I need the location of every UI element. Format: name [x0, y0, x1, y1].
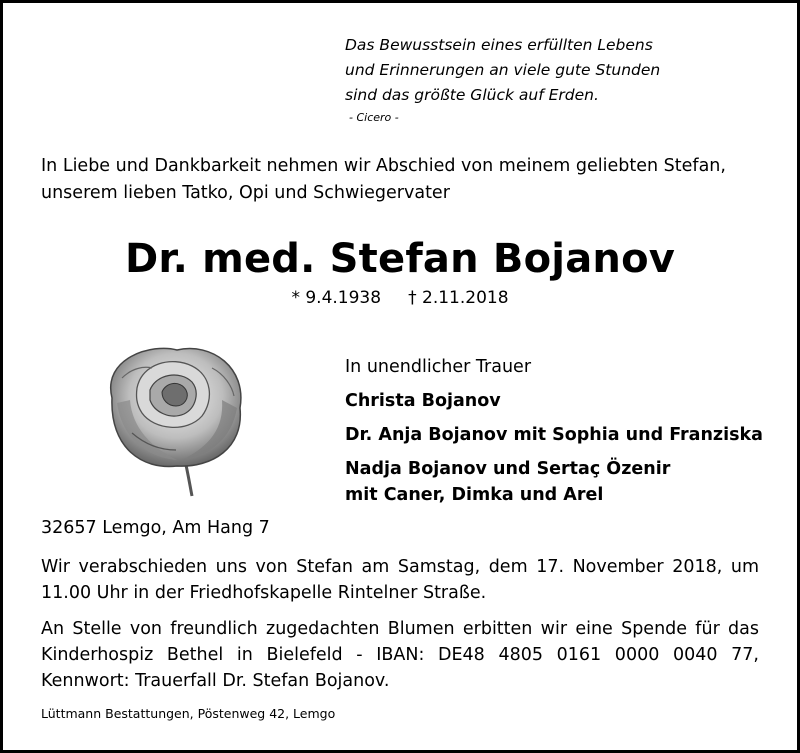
funeral-home: Lüttmann Bestattungen, Pöstenweg 42, Lemgo — [41, 706, 336, 721]
mourner-name: Christa Bojanov — [345, 391, 501, 411]
deceased-name: Dr. med. Stefan Bojanov — [124, 236, 676, 282]
cicero-quote — [345, 33, 745, 128]
death-date: † 2.11.2018 — [408, 288, 509, 308]
donation-line: An Stelle von freundlich zugedachten Blumen erbitten wir eine Spende für das — [41, 619, 759, 639]
rose-icon — [92, 338, 252, 498]
quote-line: Das Bewusstsein eines erfüllten Lebens — [345, 36, 653, 54]
life-dates — [0, 287, 800, 309]
birth-date: * 9.4.1938 — [291, 288, 382, 308]
funeral-info — [41, 554, 759, 606]
donation-line: Kinderhospiz Bethel in Bielefeld - IBAN: DE48 4805 0161 0000 0040 77, — [41, 645, 759, 665]
funeral-line: 11.00 Uhr in der Friedhofskapelle Rintelner Straße. — [41, 583, 487, 603]
quote-line: und Erinnerungen an viele gute Stunden — [345, 61, 661, 79]
mourner-name: Nadja Bojanov und Sertaç Özenir — [345, 459, 671, 479]
donation-info — [41, 616, 759, 694]
funeral-line: Wir verabschieden uns von Stefan am Samstag, dem 17. November 2018, um — [41, 557, 759, 577]
donation-line: Kennwort: Trauerfall Dr. Stefan Bojanov. — [41, 671, 390, 691]
mourner-name: Dr. Anja Bojanov mit Sophia und Franziska — [345, 425, 763, 445]
mourner-name: mit Caner, Dimka und Arel — [345, 485, 604, 505]
intro-line: In Liebe und Dankbarkeit nehmen wir Abschied von meinem geliebten Stefan, — [41, 156, 726, 176]
intro-line: unserem lieben Tatko, Opi und Schwiegervater — [41, 183, 450, 203]
mourners-block — [345, 354, 785, 508]
address: 32657 Lemgo, Am Hang 7 — [41, 518, 270, 538]
quote-line: sind das größte Glück auf Erden. — [345, 86, 599, 104]
quote-author: - Cicero - — [349, 111, 399, 124]
intro-text — [41, 153, 761, 207]
mourners-heading: In unendlicher Trauer — [345, 357, 532, 377]
